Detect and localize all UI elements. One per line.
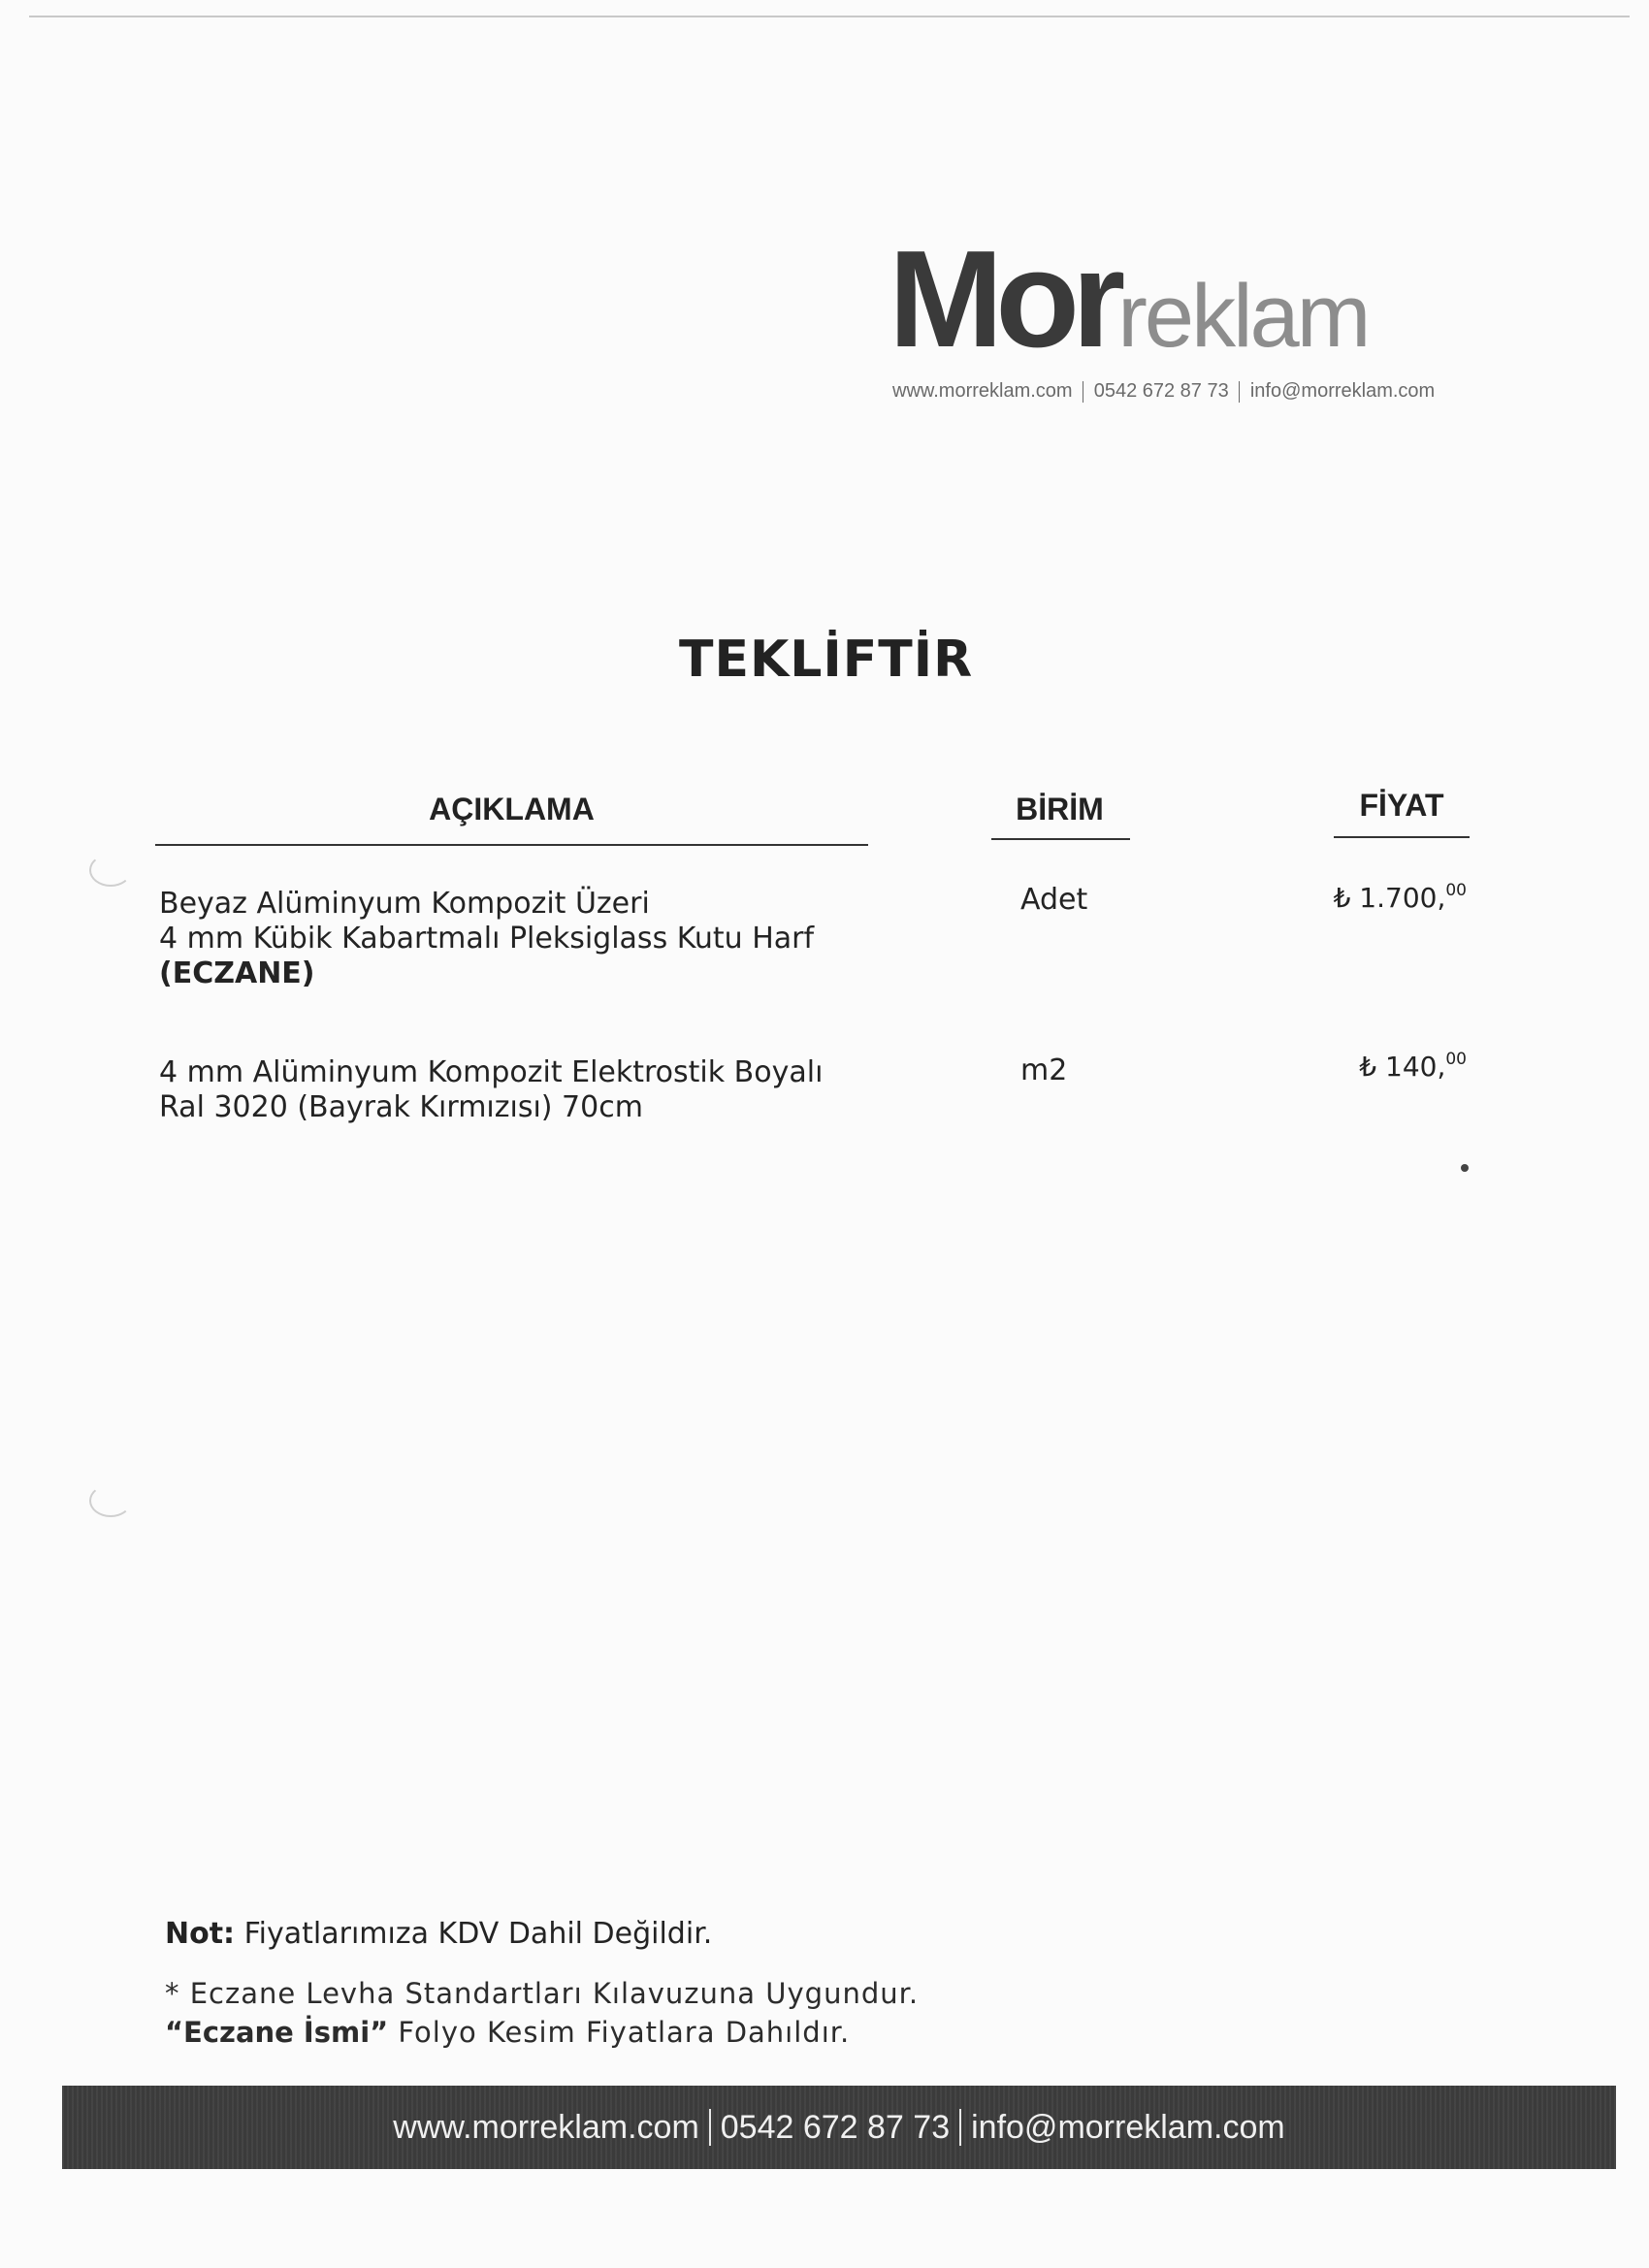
punch-hole-mark (89, 854, 132, 887)
table-row-1-description (159, 887, 896, 991)
header-email: info@morreklam.com (1249, 380, 1436, 402)
name-cutting-remark (165, 2016, 850, 2049)
table-row-1-unit: Adet (1020, 883, 1088, 917)
price-amount: ₺ 140, (1359, 1051, 1446, 1083)
punch-hole-mark (89, 1484, 132, 1517)
note-text: Fiyatlarımıza KDV Dahil Değildir. (243, 1917, 713, 1951)
divider (1239, 381, 1240, 403)
note-label: Not: (165, 1917, 236, 1951)
company-logo (889, 222, 1461, 376)
description-line-bold: (ECZANE) (159, 956, 315, 990)
footer-website: www.morreklam.com (393, 2108, 699, 2146)
table-row-2-description (159, 1055, 896, 1125)
document-title: TEKLİFTİR (679, 631, 974, 689)
column-header-description: AÇIKLAMA (429, 792, 595, 826)
header-contact-line (892, 380, 1435, 403)
remark-text: Folyo Kesim Fiyatlara Dahıldır. (398, 2016, 851, 2049)
description-line: Ral 3020 (Bayrak Kırmızısı) 70cm (159, 1090, 643, 1124)
column-header-unit: BİRİM (1016, 792, 1104, 826)
header-phone: 0542 672 87 73 (1093, 380, 1229, 402)
standards-remark: * Eczane Levha Standartları Kılavuzuna Uygundur. (165, 1977, 920, 2010)
description-line: 4 mm Alüminyum Kompozit Elektrostik Boyalı (159, 1055, 824, 1089)
description-line: 4 mm Kübik Kabartmalı Pleksiglass Kutu Harf (159, 922, 815, 956)
table-row-2-price (1331, 1050, 1467, 1083)
vat-note (165, 1917, 712, 1951)
price-cents: 00 (1445, 881, 1467, 900)
footer-contact-line (62, 2086, 1616, 2169)
divider (959, 2109, 961, 2146)
column-underline-unit (991, 838, 1130, 840)
description-line: Beyaz Alüminyum Kompozit Üzeri (159, 887, 650, 921)
footer-phone: 0542 672 87 73 (720, 2108, 951, 2146)
ink-speck (1461, 1164, 1469, 1172)
price-amount: ₺ 1.700, (1333, 882, 1446, 914)
logo-mor-text: Mor (889, 222, 1118, 376)
price-cents: 00 (1445, 1050, 1467, 1069)
divider (709, 2109, 711, 2146)
header-website: www.morreklam.com (892, 380, 1073, 402)
column-underline-price (1334, 836, 1470, 838)
top-edge-line (29, 16, 1630, 17)
logo-reklam-text: reklam (1117, 267, 1369, 366)
footer-email: info@morreklam.com (971, 2108, 1285, 2146)
footer-band (62, 2086, 1616, 2169)
remark-bold-text: “Eczane İsmi” (165, 2016, 389, 2049)
table-row-2-unit: m2 (1020, 1053, 1068, 1087)
column-header-price: FİYAT (1359, 788, 1444, 823)
table-row-1-price (1331, 881, 1467, 914)
column-underline-description (155, 844, 868, 846)
